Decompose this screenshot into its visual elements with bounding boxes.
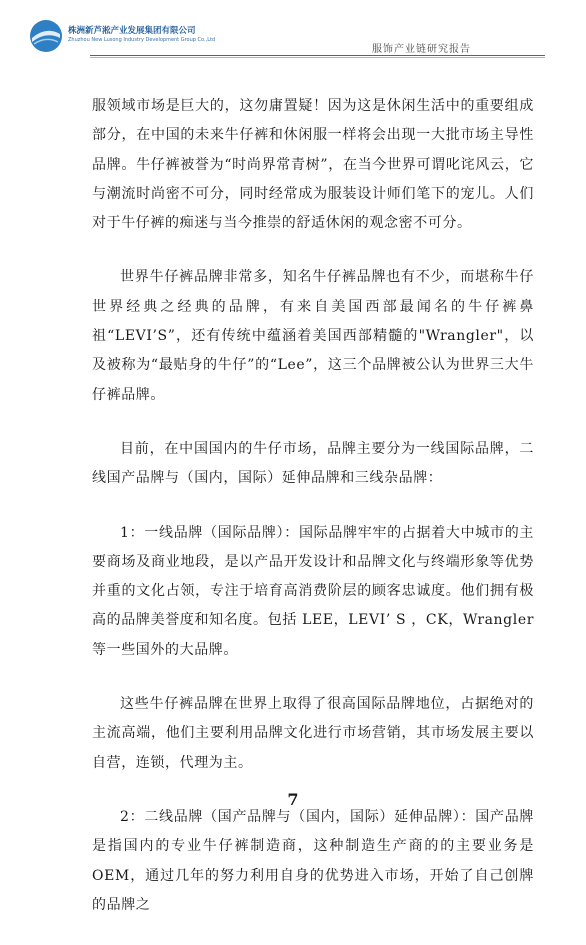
header-rule-thin — [90, 57, 545, 58]
company-logo-icon — [28, 18, 64, 54]
paragraph: 1：一线品牌（国际品牌）：国际品牌牢牢的占据着大中城市的主要商场及商业地段，是以产品开发设计和品牌文化与终端形象等优势并重的文化占领，专注于培育高消费阶层的顾客忠诚度。他们拥有极高的品牌美誉度和知名度。包括 LEE，LEVI’ S ，CK，Wrangler 等一些国外的大品牌。 — [92, 524, 534, 658]
report-title: 服饰产业链研究报告 — [372, 44, 471, 55]
paragraph: 这些牛仔裤品牌在世界上取得了很高国际品牌地位，占据绝对的主流高端，他们主要利用品牌文化进行市场营销，其市场发展主要以自营，连锁，代理为主。 — [92, 696, 534, 771]
company-name-cn: 株洲新芦淞产业发展集团有限公司 — [68, 26, 196, 36]
document-body — [92, 92, 534, 945]
paragraph: 服领域市场是巨大的，这勿庸置疑！因为这是休闲生活中的重要组成部分，在中国的未来牛仔裤和休闲服一样将会出现一大批市场主导性品牌。牛仔裤被誉为“时尚界常青树”，在当今世界可谓叱诧风云，它与潮流时尚密不可分，同时经常成为服装设计师们笔下的宠儿。人们对于牛仔裤的痴迷与当今推崇的舒适休闲的观念密不可分。 — [92, 98, 534, 232]
page-header — [0, 0, 586, 60]
company-name-en: Zhuzhou New Lusong Industry Development Group Co.,Ltd — [68, 37, 216, 43]
header-rule — [90, 55, 545, 56]
paragraph: 2：二线品牌（国产品牌与（国内，国际）延伸品牌）：国产品牌是指国内的专业牛仔裤制造商，这种制造生产商的的主要业务是 OEM，通过几年的努力利用自身的优势进入市场，开始了自己创牌的品牌之 — [92, 808, 534, 913]
paragraph: 目前，在中国国内的牛仔市场，品牌主要分为一线国际品牌，二线国产品牌与（国内，国际）延伸品牌和三线杂品牌： — [92, 440, 534, 487]
page-number: 7 — [287, 790, 299, 809]
paragraph: 世界牛仔裤品牌非常多，知名牛仔裤品牌也有不少，而堪称牛仔世界经典之经典的品牌，有来自美国西部最闻名的牛仔裤鼻祖“LEVI’S”，还有传统中蕴涵着美国西部精髓的"Wrangler"，以及被称为“最贴身的牛仔”的“Lee”，这三个品牌被公认为世界三大牛仔裤品牌。 — [92, 269, 534, 403]
